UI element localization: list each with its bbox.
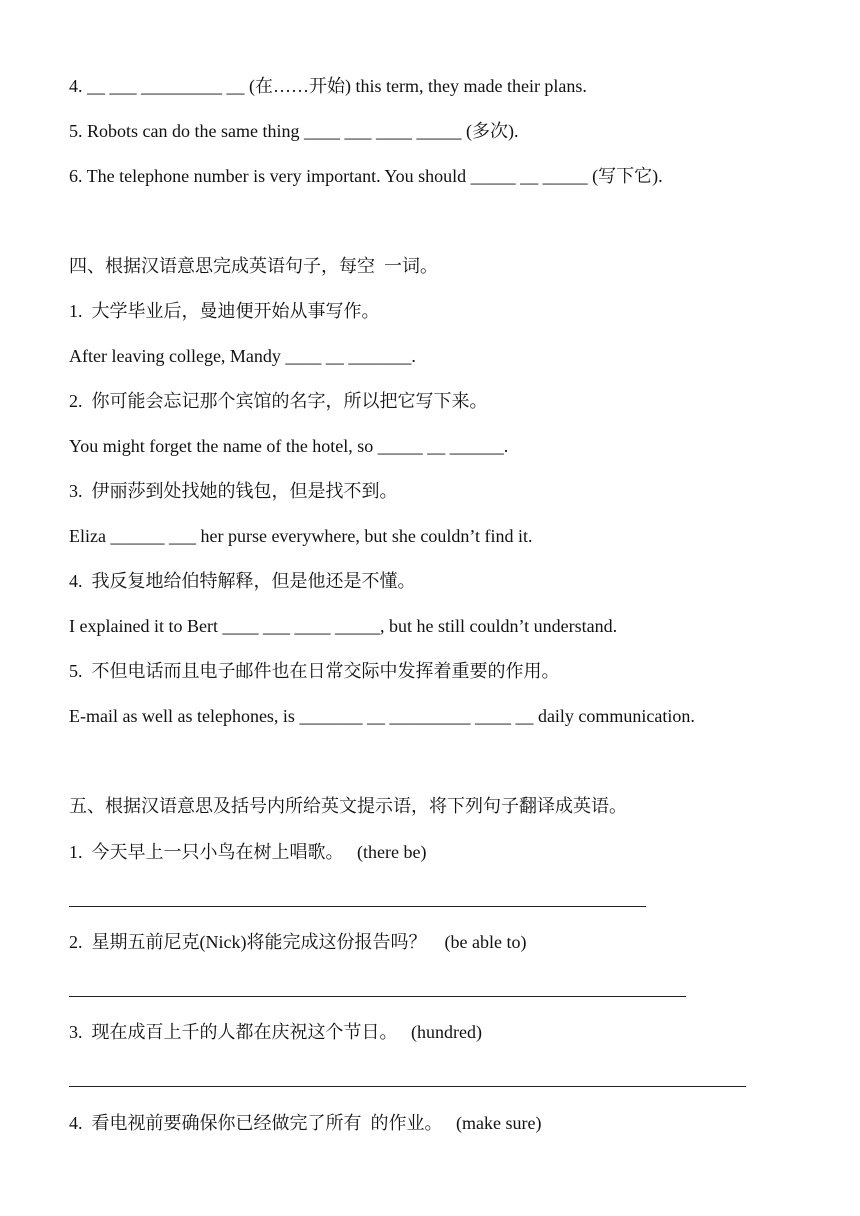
- section-5-item-4-prompt: 4. 看电视前要确保你已经做完了所有 的作业。 (make sure): [69, 1113, 542, 1133]
- section-5-item-3-answer-line: [69, 1086, 746, 1087]
- section-4-item-1-chinese: 1. 大学毕业后，曼迪便开始从事写作。: [69, 301, 380, 321]
- section-5-heading: 五、根据汉语意思及括号内所给英文提示语，将下列句子翻译成英语。: [69, 796, 627, 816]
- section-5-item-3-prompt: 3. 现在成百上千的人都在庆祝这个节日。 (hundred): [69, 1022, 482, 1042]
- section-5-item-2-prompt: 2. 星期五前尼克(Nick)将能完成这份报告吗？ (be able to): [69, 932, 527, 952]
- section-4-item-1-english: After leaving college, Mandy ____ __ _______.: [69, 346, 416, 366]
- section-4-heading: 四、根据汉语意思完成英语句子，每空 一词。: [69, 256, 438, 276]
- section-5-item-1-answer-line: [69, 906, 646, 907]
- section-4-item-2-english: You might forget the name of the hotel, so _____ __ ______.: [69, 436, 509, 456]
- section-4-item-3-english: Eliza ______ ___ her purse everywhere, but she couldn’t find it.: [69, 526, 533, 546]
- exercise-3-item-4: 4. __ ___ _________ __ (在……开始) this term, they made their plans.: [69, 76, 587, 96]
- section-4-item-3-chinese: 3. 伊丽莎到处找她的钱包，但是找不到。: [69, 481, 398, 501]
- section-4-item-2-chinese: 2. 你可能会忘记那个宾馆的名字，所以把它写下来。: [69, 391, 488, 411]
- section-5-item-1-prompt: 1. 今天早上一只小鸟在树上唱歌。 (there be): [69, 842, 427, 862]
- section-4-item-4-english: I explained it to Bert ____ ___ ____ _____, but he still couldn’t understand.: [69, 616, 618, 636]
- section-5-item-2-answer-line: [69, 996, 686, 997]
- section-4-item-5-english: E-mail as well as telephones, is _______ __ _________ ____ __ daily communication.: [69, 706, 695, 726]
- exercise-3-item-5: 5. Robots can do the same thing ____ ___ ____ _____ (多次).: [69, 121, 519, 141]
- exercise-3-item-6: 6. The telephone number is very important. You should _____ __ _____ (写下它).: [69, 166, 663, 186]
- section-4-item-4-chinese: 4. 我反复地给伯特解释，但是他还是不懂。: [69, 571, 416, 591]
- section-4-item-5-chinese: 5. 不但电话而且电子邮件也在日常交际中发挥着重要的作用。: [69, 661, 560, 681]
